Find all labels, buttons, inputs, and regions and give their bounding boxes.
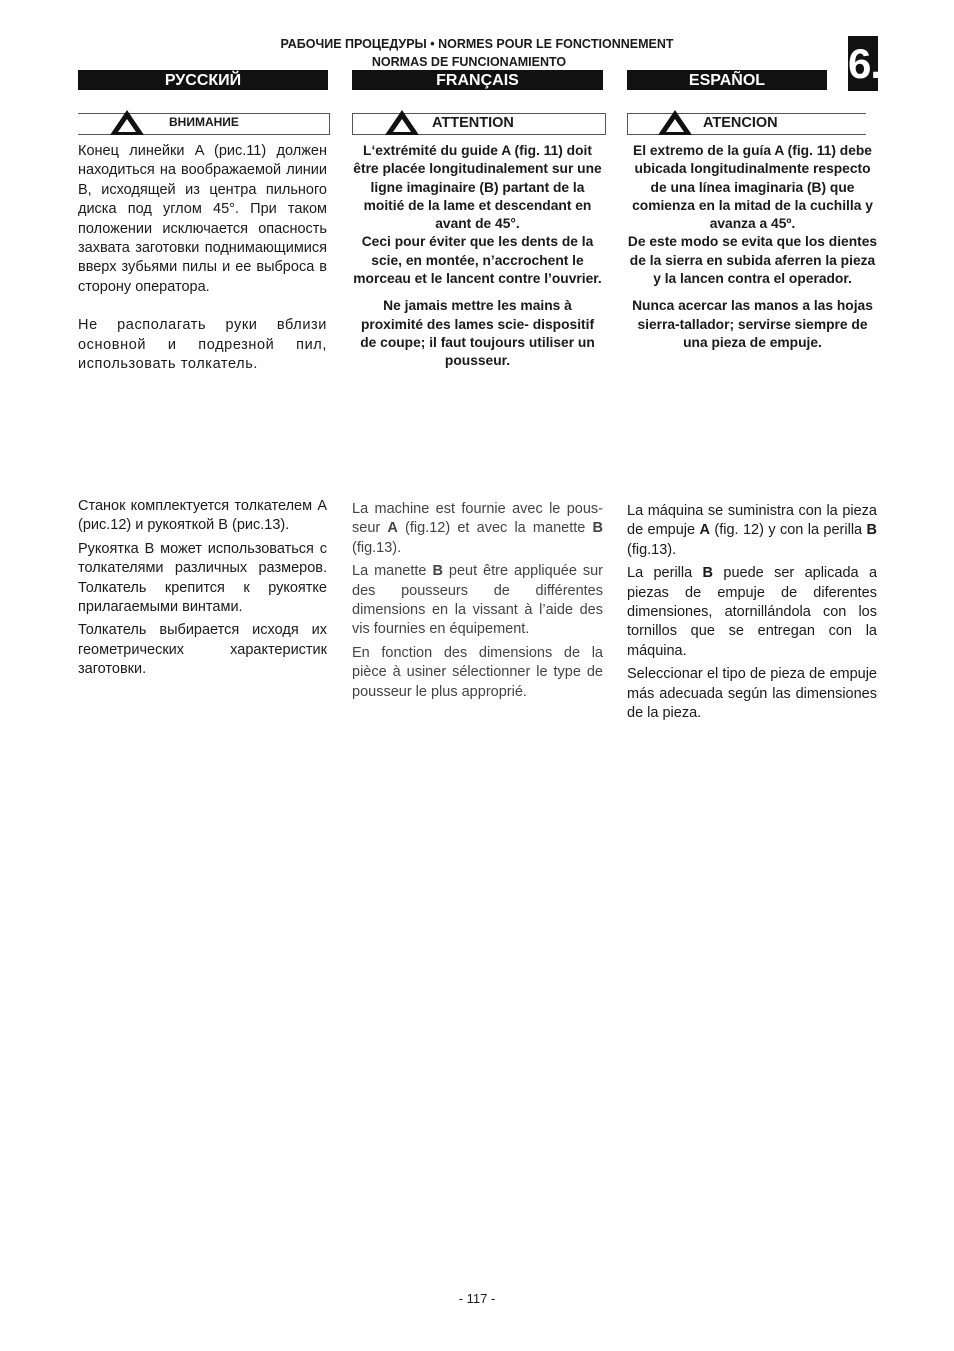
paragraph: La machine est fournie avec le pous-seur A (fig.12) et avec la manette B (fig.13). — [352, 501, 603, 556]
lang-header-russian: РУССКИЙ — [78, 70, 328, 90]
paragraph: El extremo de la guía A (fig. 11) debe ubicada longitudinalmente respecto de una línea imaginaria (B) que comienza en la mitad de la cuchilla y avanza a 45º. — [632, 143, 873, 232]
paragraph: Рукоятка B может использоваться с толкателями различных размеров. Толкатель крепится к рукоятке прилагаемыми винтами. — [78, 540, 327, 616]
paragraph: La perilla B puede ser aplicada a piezas de empuje de diferentes dimensiones, atornillándola con los tornillos que se entregan con la máquina. — [627, 565, 878, 659]
paragraph: Seleccionar el tipo de pieza de empuje más adecuada según las dimensiones de la pieza. — [627, 666, 877, 722]
paragraph: Ne jamais mettre les mains à proximité des lames scie- dispositif de coupe; il faut toujours utiliser un pousseur. — [360, 298, 595, 369]
warning-text-spanish — [627, 142, 878, 352]
body-text-spanish — [627, 502, 877, 723]
paragraph: Толкатель выбирается исходя их геометрических характеристик заготовки. — [78, 622, 327, 678]
warning-triangle-icon — [385, 110, 419, 135]
paragraph: De este modo se evita que los dientes de la sierra en subida aferren la pieza y la lancen contra el operador. — [627, 234, 878, 287]
lang-header-french: FRANÇAIS — [352, 70, 603, 90]
paragraph: Не располагать руки вблизи основной и подрезной пил, использовать толкатель. — [78, 317, 327, 373]
lang-header-spanish: ESPAÑOL — [627, 70, 827, 90]
paragraph: La manette B peut être appliquée sur des pousseurs de différentes dimensions en la vissant à l’aide des vis fournies en équipement. — [352, 563, 603, 638]
warning-label-french: ATTENTION — [432, 115, 514, 131]
body-text-french — [352, 500, 603, 702]
body-text-russian — [78, 497, 327, 680]
paragraph: Станок комплектуется толкателем A (рис.12) и рукояткой B (рис.13). — [78, 498, 327, 534]
warning-triangle-icon — [110, 110, 144, 135]
paragraph: En fonction des dimensions de la pièce à usiner sélectionner le type de pousseur le plus approprié. — [352, 644, 603, 700]
warning-label-spanish: ATENCION — [703, 115, 778, 131]
header-title-line1: РАБОЧИЕ ПРОЦЕДУРЫ • NORMES POUR LE FONCTIONNEMENT — [280, 37, 674, 51]
header-title-line2: NORMAS DE FUNCIONAMIENTO — [371, 55, 567, 69]
page-number: - 117 - — [458, 1291, 496, 1306]
warning-box-french — [352, 113, 606, 135]
warning-box-spanish — [627, 113, 866, 135]
paragraph: L‘extrémité du guide A (fig. 11) doit être placée longitudinalement sur une ligne imaginaire (B) partant de la moitié de la lame et descendant en avant de 45°. — [353, 143, 602, 232]
paragraph: Ceci pour éviter que les dents de la scie, en montée, n’accrochent le morceau et le lancent contre l’ouvrier. — [353, 234, 602, 287]
warning-triangle-icon — [658, 110, 692, 135]
paragraph: La máquina se suministra con la pieza de empuje A (fig. 12) y con la perilla B (fig.13). — [627, 503, 877, 558]
warning-text-russian — [78, 142, 327, 374]
paragraph: Конец линейки A (рис.11) должен находиться на воображаемой линии B, исходящей из центра пильного диска под углом 45°. При таком положении исключается опасность захвата заготовки поднимающимися вверх зубьями пилы и ее выброса в сторону оператора. — [78, 143, 327, 295]
warning-box-russian — [78, 113, 330, 135]
chapter-number-badge: 6. — [848, 36, 878, 91]
paragraph: Nunca acercar las manos a las hojas sierra-tallador; servirse siempre de una pieza de empuje. — [632, 298, 873, 350]
warning-label-russian: ВНИМАНИЕ — [169, 115, 239, 129]
warning-text-french — [352, 142, 603, 371]
